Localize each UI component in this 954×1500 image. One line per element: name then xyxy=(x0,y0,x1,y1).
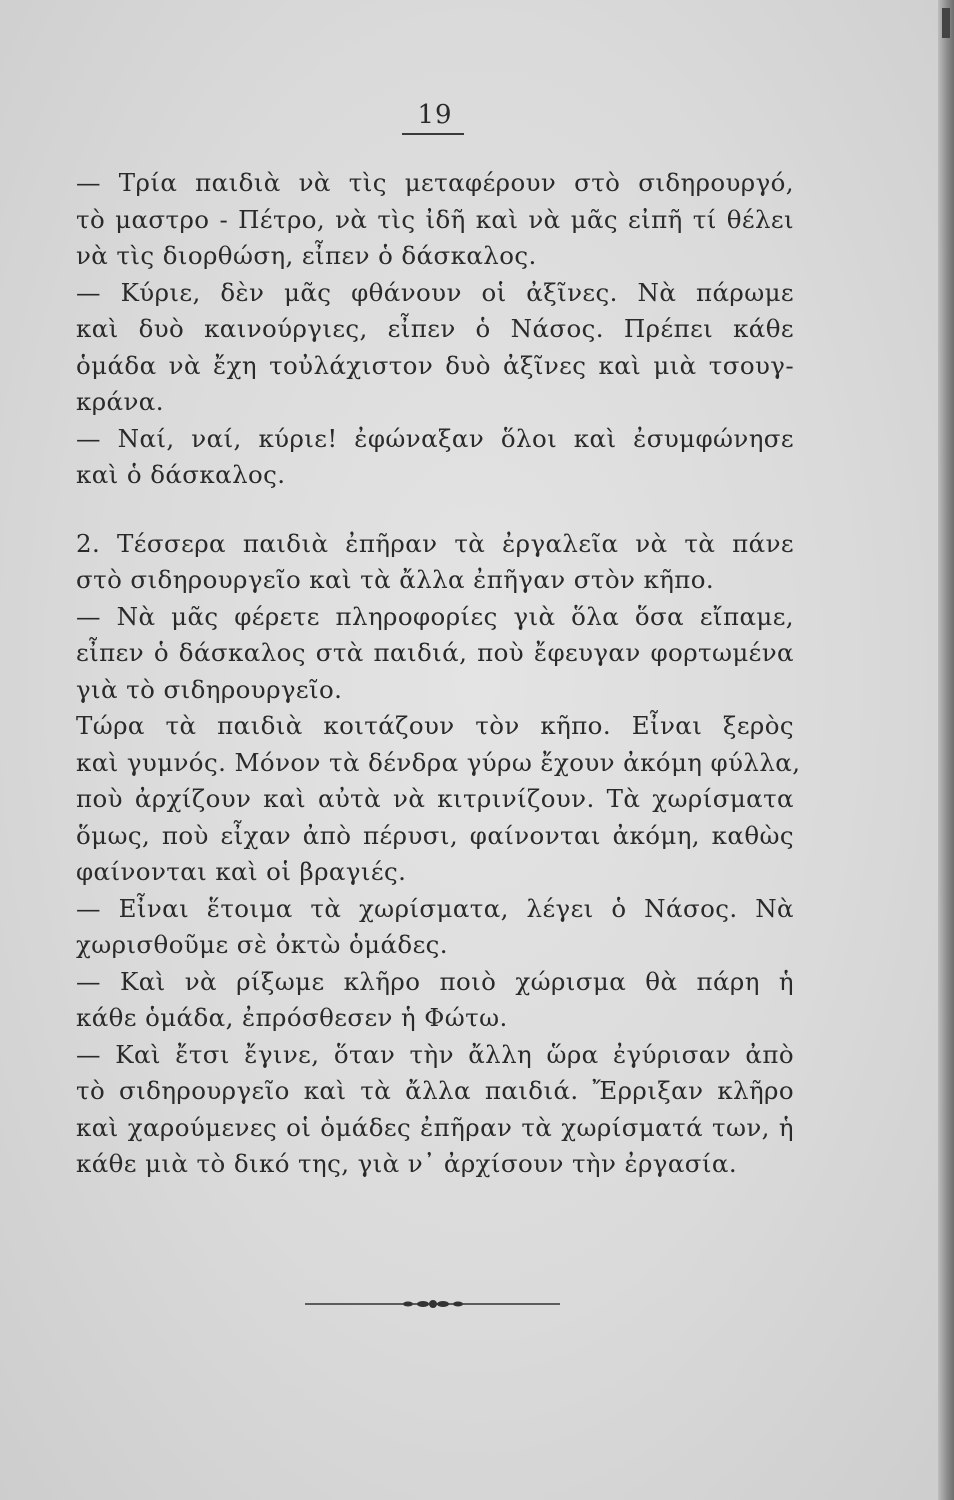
text-line: ὅμως, ποὺ εἶχαν ἀπὸ πέρυσι, φαίνονται ἀκόμη, καθὼς xyxy=(76,820,794,850)
text-line: ὁμάδα νὰ ἔχη τοὐλάχιστον δυὸ ἀξῖνες καὶ μιὰ τσουγ- xyxy=(76,350,794,380)
text-line: — Εἶναι ἕτοιμα τὰ χωρίσματα, λέγει ὁ Νάσος. Νὰ xyxy=(76,893,794,923)
text-line: στὸ σιδηρουργεῖο καὶ τὰ ἄλλα ἐπῆγαν στὸν κῆπο. xyxy=(76,565,715,594)
paragraph-group-2 xyxy=(76,526,801,1183)
binding-mark xyxy=(942,8,950,38)
text-line: — Καὶ ἔτσι ἔγινε, ὅταν τὴν ἄλλη ὥρα ἐγύρισαν ἀπὸ xyxy=(76,1039,794,1069)
text-line: ποὺ ἀρχίζουν καὶ αὐτὰ νὰ κιτρινίζουν. Τὰ χωρίσματα xyxy=(76,784,794,813)
text-line: καὶ χαρούμενες οἱ ὁμάδες ἐπῆραν τὰ χωρίσματά των, ἡ xyxy=(76,1112,794,1142)
text-line: φαίνονται καὶ οἱ βραγιές. xyxy=(76,857,407,886)
page-edge-shadow xyxy=(938,0,954,1500)
text-line: καὶ γυμνός. Μόνον τὰ δένδρα γύρω ἔχουν ἀκόμη φύλλα, xyxy=(76,747,801,777)
page-number-underline xyxy=(402,133,464,135)
text-line: τὸ μαστρο - Πέτρο, νὰ τὶς ἰδῆ καὶ νὰ μᾶς εἰπῆ τί θέλει xyxy=(76,204,794,234)
ornament-dot xyxy=(429,1300,437,1308)
page-number: 19 xyxy=(417,100,453,130)
ornament-dot xyxy=(453,1302,463,1307)
ornament-dot xyxy=(417,1301,429,1307)
paragraph-group-1 xyxy=(76,165,794,494)
text-line: — Νὰ μᾶς φέρετε πληροφορίες γιὰ ὅλα ὅσα εἴπαμε, xyxy=(76,601,794,631)
text-line: κράνα. xyxy=(76,387,164,416)
body-text xyxy=(76,165,801,1183)
text-line: καὶ δυὸ καινούργιες, εἶπεν ὁ Νάσος. Πρέπει κάθε xyxy=(76,314,794,343)
text-line: γιὰ τὸ σιδηρουργεῖο. xyxy=(76,674,343,704)
text-line: — Ναί, ναί, κύριε! ἐφώναξαν ὅλοι καὶ ἐσυμφώνησε xyxy=(76,423,794,453)
text-line: εἶπεν ὁ δάσκαλος στὰ παιδιά, ποὺ ἔφευγαν φορτωμένα xyxy=(76,638,794,667)
section-gap xyxy=(76,494,794,526)
end-ornament xyxy=(305,1297,560,1311)
ornament-dot xyxy=(403,1302,413,1307)
text-line: — Τρία παιδιὰ νὰ τὶς μεταφέρουν στὸ σιδηρουργό, xyxy=(76,168,794,197)
text-line: Τώρα τὰ παιδιὰ κοιτάζουν τὸν κῆπο. Εἶναι ξερὸς xyxy=(76,711,794,740)
text-line: χωρισθοῦμε σὲ ὀκτὼ ὁμάδες. xyxy=(76,930,448,959)
text-line: κάθε μιὰ τὸ δικό της, γιὰ ν᾽ ἀρχίσουν τὴν ἐργασία. xyxy=(76,1149,738,1178)
text-line: τὸ σιδηρουργεῖο καὶ τὰ ἄλλα παιδιά. Ἔρριξαν κλῆρο xyxy=(76,1076,794,1105)
text-line: νὰ τὶς διορθώση, εἶπεν ὁ δάσκαλος. xyxy=(76,241,537,270)
ornament-dot xyxy=(437,1301,449,1307)
text-line: καὶ ὁ δάσκαλος. xyxy=(76,460,286,489)
text-line: — Κύριε, δὲν μᾶς φθάνουν οἱ ἀξῖνες. Νὰ πάρωμε xyxy=(76,277,794,307)
text-line: — Καὶ νὰ ρίξωμε κλῆρο ποιὸ χώρισμα θὰ πάρη ἡ xyxy=(76,966,794,996)
text-line: κάθε ὁμάδα, ἐπρόσθεσεν ἡ Φώτω. xyxy=(76,1003,508,1032)
text-line: 2. Τέσσερα παιδιὰ ἐπῆραν τὰ ἐργαλεῖα νὰ τὰ πάνε xyxy=(76,528,794,558)
